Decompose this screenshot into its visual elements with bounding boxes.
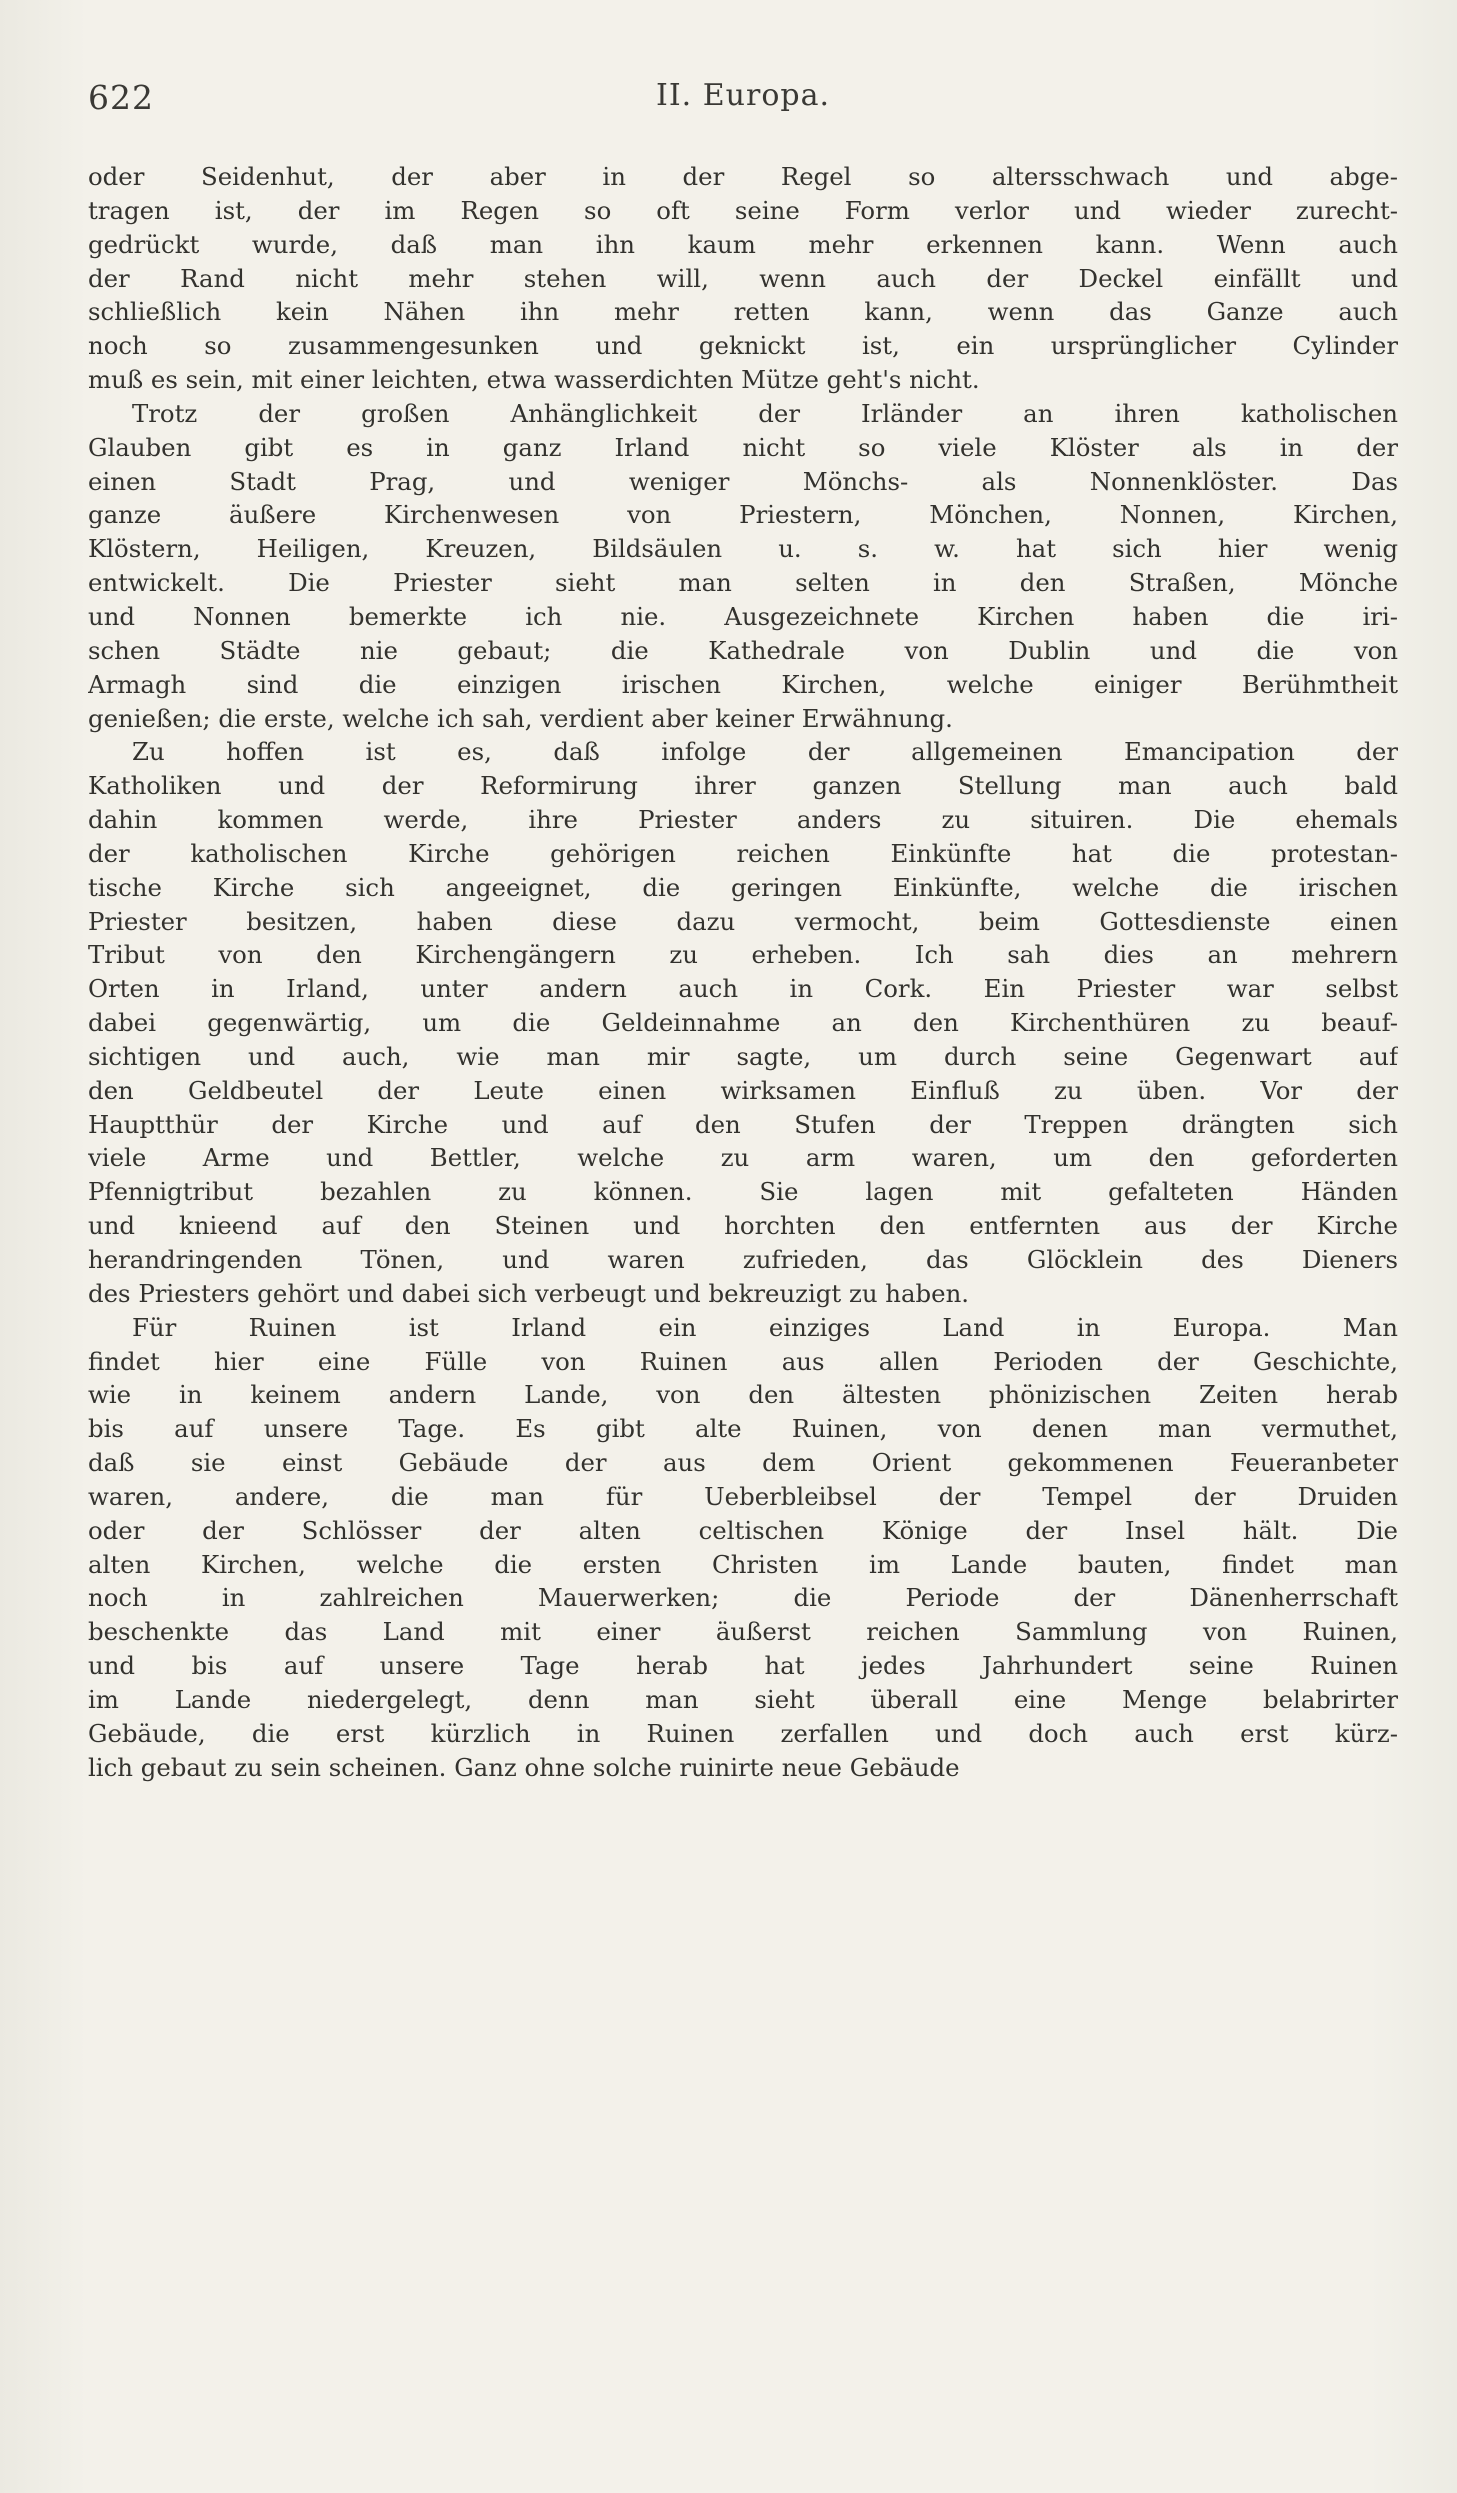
text-line: im Lande niedergelegt, denn man sieht überall eine Menge belabrirter (88, 1684, 1398, 1714)
text-line: Glauben gibt es in ganz Irland nicht so viele Klöster als in der (88, 432, 1398, 462)
text-line: dabei gegenwärtig, um die Geldeinnahme an den Kirchenthüren zu beauf- (88, 1008, 1398, 1038)
text-line: oder der Schlösser der alten celtischen Könige der Insel hält. Die (88, 1515, 1398, 1545)
text-line: ganze äußere Kirchenwesen von Priestern, Mönchen, Nonnen, Kirchen, (88, 500, 1398, 530)
text-line: einen Stadt Prag, und weniger Mönchs- als Nonnenklöster. Das (88, 466, 1398, 496)
text-line: und Nonnen bemerkte ich nie. Ausgezeichnete Kirchen haben die iri- (88, 601, 1398, 631)
text-line: den Geldbeutel der Leute einen wirksamen Einfluß zu üben. Vor der (88, 1075, 1398, 1105)
text-line: viele Arme und Bettler, welche zu arm waren, um den geforderten (88, 1143, 1398, 1173)
text-line: der katholischen Kirche gehörigen reichen Einkünfte hat die protestan- (88, 838, 1398, 868)
text-line: Trotz der großen Anhänglichkeit der Irländer an ihren katholischen (132, 398, 1398, 428)
text-line: gedrückt wurde, daß man ihn kaum mehr erkennen kann. Wenn auch (88, 229, 1398, 259)
text-line: beschenkte das Land mit einer äußerst reichen Sammlung von Ruinen, (88, 1617, 1398, 1647)
page-number: 622 (88, 78, 154, 117)
text-line: muß es sein, mit einer leichten, etwa wasserdichten Mütze geht's nicht. (88, 365, 980, 395)
text-line: Tribut von den Kirchengängern zu erheben. Ich sah dies an mehrern (88, 940, 1398, 970)
text-line: waren, andere, die man für Ueberbleibsel der Tempel der Druiden (88, 1481, 1398, 1511)
text-line: Orten in Irland, unter andern auch in Cork. Ein Priester war selbst (88, 974, 1398, 1004)
page-header (88, 78, 1398, 130)
text-line: noch in zahlreichen Mauerwerken; die Periode der Dänenherrschaft (88, 1583, 1398, 1613)
text-line: Zu hoffen ist es, daß infolge der allgemeinen Emancipation der (132, 737, 1398, 767)
text-line: Klöstern, Heiligen, Kreuzen, Bildsäulen u. s. w. hat sich hier wenig (88, 534, 1398, 564)
text-line: tragen ist, der im Regen so oft seine Form verlor und wieder zurecht- (88, 195, 1398, 225)
text-line: dahin kommen werde, ihre Priester anders zu situiren. Die ehemals (88, 805, 1398, 835)
text-line: der Rand nicht mehr stehen will, wenn auch der Deckel einfällt und (88, 263, 1398, 293)
text-line: Priester besitzen, haben diese dazu vermocht, beim Gottesdienste einen (88, 906, 1398, 936)
text-line: findet hier eine Fülle von Ruinen aus allen Perioden der Geschichte, (88, 1346, 1398, 1376)
text-line: herandringenden Tönen, und waren zufrieden, das Glöcklein des Dieners (88, 1245, 1398, 1274)
text-line: Armagh sind die einzigen irischen Kirchen, welche einiger Berühmtheit (88, 669, 1398, 699)
text-line: daß sie einst Gebäude der aus dem Orient gekommenen Feueranbeter (88, 1448, 1398, 1478)
text-line: Katholiken und der Reformirung ihrer ganzen Stellung man auch bald (88, 771, 1398, 801)
text-line: schließlich kein Nähen ihn mehr retten kann, wenn das Ganze auch (88, 297, 1398, 327)
text-line: Für Ruinen ist Irland ein einziges Land in Europa. Man (132, 1312, 1398, 1342)
text-line: bis auf unsere Tage. Es gibt alte Ruinen, von denen man vermuthet, (88, 1414, 1398, 1444)
running-title: II. Europa. (655, 78, 831, 113)
text-line: entwickelt. Die Priester sieht man selten in den Straßen, Mönche (88, 568, 1398, 598)
text-line: und bis auf unsere Tage herab hat jedes Jahrhundert seine Ruinen (88, 1651, 1398, 1681)
text-line: Pfennigtribut bezahlen zu können. Sie lagen mit gefalteten Händen (88, 1177, 1398, 1207)
text-line: wie in keinem andern Lande, von den ältesten phönizischen Zeiten herab (88, 1380, 1398, 1410)
text-line: schen Städte nie gebaut; die Kathedrale von Dublin und die von (88, 635, 1398, 665)
body-text (88, 160, 1398, 1785)
text-line: genießen; die erste, welche ich sah, verdient aber keiner Erwähnung. (88, 703, 953, 733)
text-line: Gebäude, die erst kürzlich in Ruinen zerfallen und doch auch erst kürz- (88, 1718, 1398, 1748)
text-line: lich gebaut zu sein scheinen. Ganz ohne solche ruinirte neue Gebäude (88, 1752, 960, 1782)
text-line: und knieend auf den Steinen und horchten den entfernten aus der Kirche (88, 1211, 1398, 1241)
text-line: sichtigen und auch, wie man mir sagte, um durch seine Gegenwart auf (88, 1041, 1398, 1071)
text-line: alten Kirchen, welche die ersten Christen im Lande bauten, findet man (88, 1549, 1398, 1579)
text-line: Hauptthür der Kirche und auf den Stufen der Treppen drängten sich (88, 1109, 1398, 1139)
text-line: oder Seidenhut, der aber in der Regel so altersschwach und abge- (88, 162, 1398, 191)
text-line: tische Kirche sich angeeignet, die geringen Einkünfte, welche die irischen (88, 872, 1398, 902)
text-line: noch so zusammengesunken und geknickt ist, ein ursprünglicher Cylinder (88, 331, 1398, 361)
text-line: des Priesters gehört und dabei sich verbeugt und bekreuzigt zu haben. (88, 1278, 970, 1308)
